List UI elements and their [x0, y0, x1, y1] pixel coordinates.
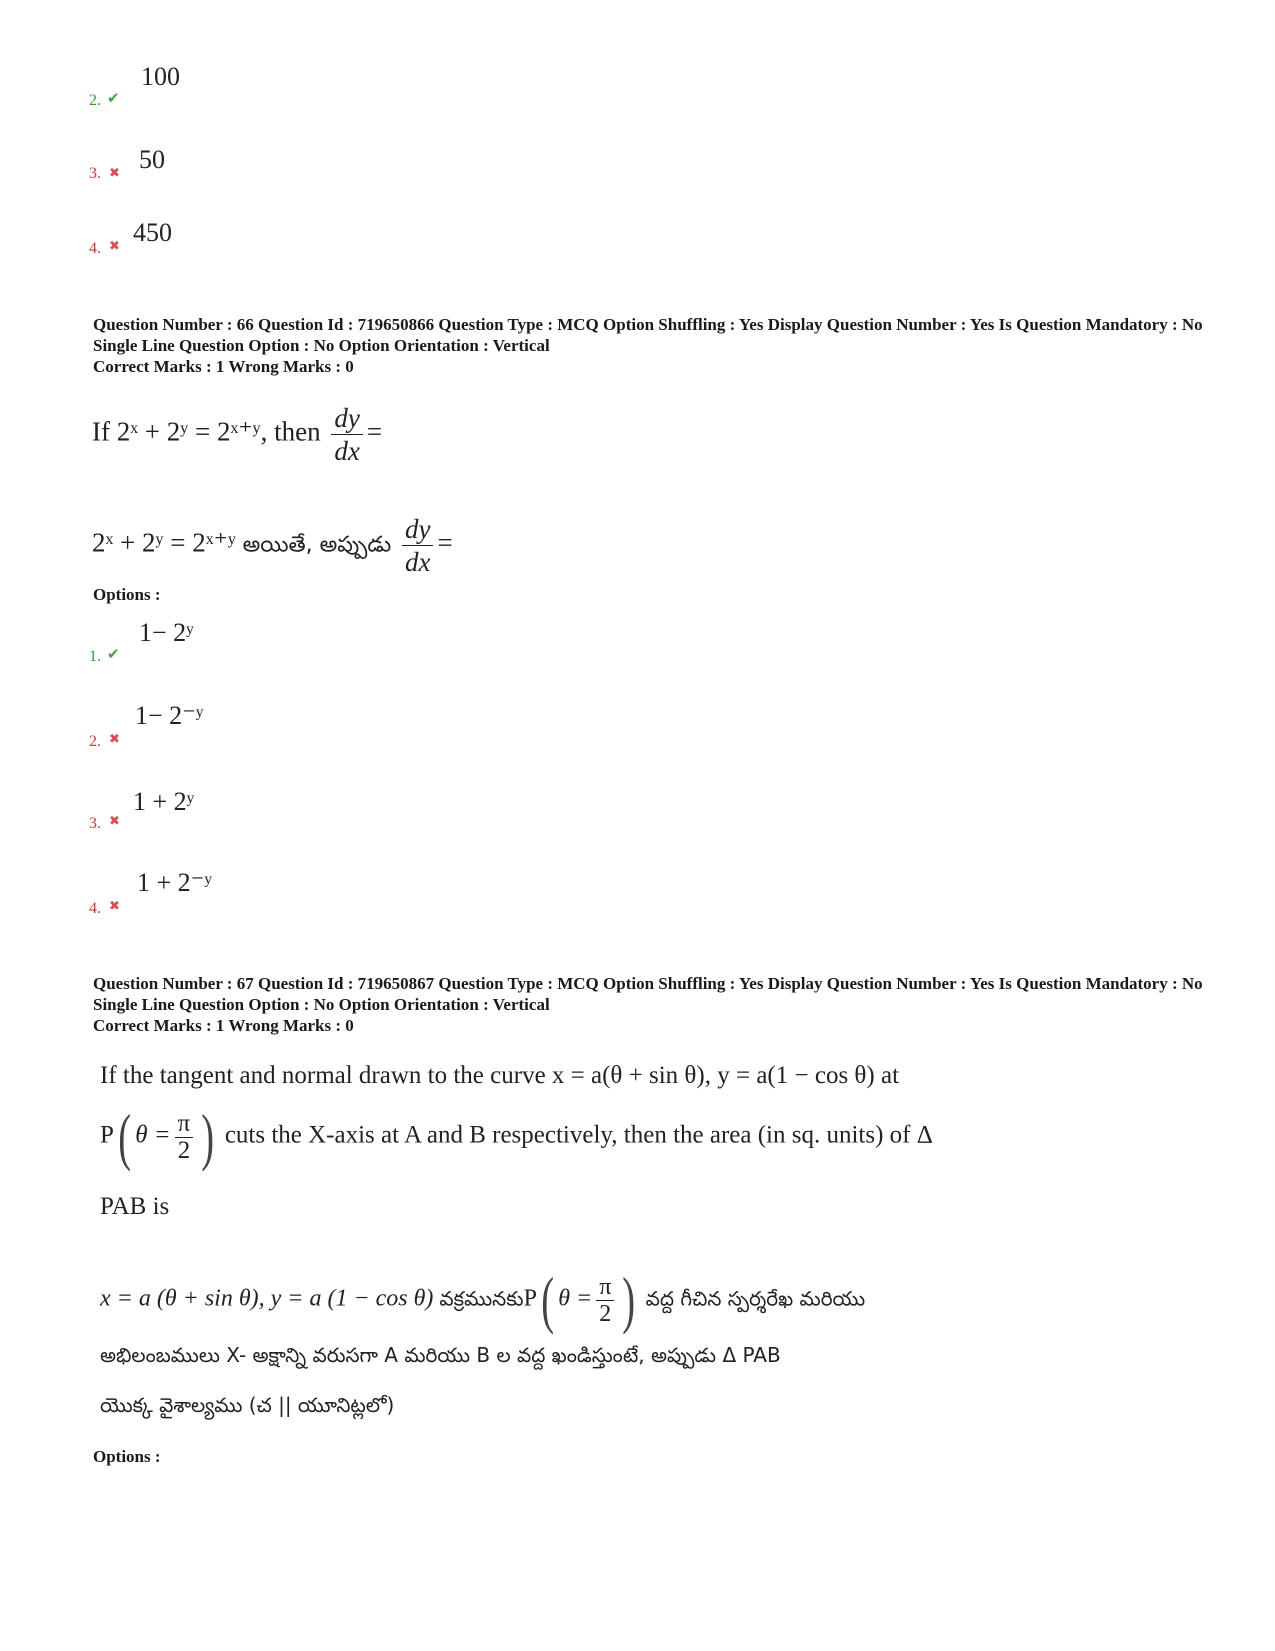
fraction-numerator: π	[596, 1274, 614, 1301]
fraction-numerator: π	[175, 1111, 194, 1138]
check-icon: ✔	[107, 91, 120, 107]
derivative-fraction	[331, 402, 362, 467]
theta-eq: θ =	[558, 1285, 593, 1312]
theta-eq: θ =	[135, 1121, 171, 1149]
question-text-prefix: If	[92, 416, 117, 447]
option-value: 100	[141, 62, 180, 91]
cross-icon: ✖	[109, 731, 120, 746]
right-paren: )	[622, 1264, 636, 1335]
question-text: cuts the X-axis at A and B respectively, then the area (in sq. units) of Δ	[224, 1121, 933, 1149]
telugu-text: అయితే, అప్పుడు	[242, 532, 392, 558]
question-67-english-line-3: PAB is	[100, 1193, 170, 1220]
option-value: 1 + 2⁻ʸ	[137, 868, 213, 897]
equation: 2ˣ + 2ʸ = 2ˣ⁺ʸ	[116, 416, 261, 447]
option-value: 1− 2⁻ʸ	[135, 701, 204, 730]
option-number: 1.	[89, 648, 101, 665]
options-label: Options :	[93, 1447, 161, 1466]
cross-icon: ✖	[109, 238, 120, 253]
telugu-text: వద్ద గీచిన స్పర్శరేఖ మరియు	[645, 1286, 866, 1311]
question-67-english-line-2	[100, 1101, 933, 1172]
option-number: 3.	[89, 165, 101, 182]
question-67-telugu-line-3: యొక్క వైశాల్యము (చ || యూనిట్లలో)	[100, 1393, 395, 1417]
question-67-telugu-line-1	[100, 1264, 866, 1335]
option-number: 2.	[89, 733, 101, 750]
option-number: 4.	[89, 240, 101, 257]
fraction-denominator: 2	[599, 1300, 612, 1327]
question-67-meta: Question Number : 67 Question Id : 719650867 Question Type : MCQ Option Shuffling : Yes Display Question Number : Yes Is Question Mandatory : No Single Line Question Option : No Option Orientation : Vertical	[93, 974, 1203, 1014]
option-value: 1 + 2ʸ	[133, 787, 195, 816]
equation: 2ˣ + 2ʸ = 2ˣ⁺ʸ	[92, 527, 236, 558]
cross-icon: ✖	[109, 813, 120, 828]
equation: x = a (θ + sin θ), y = a (1 − cos θ)	[100, 1285, 434, 1312]
option-value: 50	[139, 145, 165, 174]
check-icon: ✔	[107, 647, 120, 663]
cross-icon: ✖	[109, 898, 120, 913]
left-paren: (	[118, 1101, 131, 1172]
point-label: P	[523, 1285, 537, 1312]
option-number: 3.	[89, 815, 101, 832]
question-66-telugu: 2ˣ + 2ʸ = 2ˣ⁺ʸ అయితే, అప్పుడు $\frac{dy}{dx}$ =	[92, 514, 453, 577]
question-67-english-line-1: If the tangent and normal drawn to the curve x = a(θ + sin θ), y = a(1 − cos θ) at	[100, 1062, 900, 1089]
options-label: Options :	[93, 585, 161, 604]
pi-over-2-fraction	[175, 1111, 194, 1164]
point-label: P	[100, 1121, 114, 1149]
option-value: 1− 2ʸ	[139, 618, 194, 647]
fraction-denominator: 2	[177, 1136, 191, 1164]
question-66-english: If 2ˣ + 2ʸ = 2ˣ⁺ʸ, then $\frac{dy}{dx}$ =	[92, 403, 383, 466]
question-text-then: , then	[260, 416, 321, 447]
question-67-telugu-line-2: అభిలంబములు X- అక్షాన్ని వరుసగా A మరియు B ల వద్ద ఖండిస్తుంటే, అప్పుడు Δ PAB	[100, 1343, 781, 1367]
question-66-meta: Question Number : 66 Question Id : 719650866 Question Type : MCQ Option Shuffling : Yes Display Question Number : Yes Is Question Mandatory : No Single Line Question Option : No Option Orientation : Vertical	[93, 315, 1203, 355]
derivative-fraction	[402, 513, 433, 578]
question-66-marks: Correct Marks : 1 Wrong Marks : 0	[93, 357, 354, 376]
pi-over-2-fraction	[596, 1274, 614, 1327]
right-paren: )	[201, 1101, 215, 1172]
telugu-text: వక్రమునకు	[439, 1286, 524, 1311]
fraction-numerator: dy	[331, 402, 362, 435]
option-value: 450	[133, 218, 172, 247]
fraction-denominator: dx	[405, 547, 431, 577]
left-paren: (	[541, 1264, 554, 1335]
cross-icon: ✖	[109, 165, 120, 180]
option-number: 4.	[89, 900, 101, 917]
fraction-numerator: dy	[402, 513, 433, 546]
question-67-marks: Correct Marks : 1 Wrong Marks : 0	[93, 1016, 354, 1035]
option-number: 2.	[89, 92, 101, 109]
fraction-denominator: dx	[334, 436, 360, 466]
